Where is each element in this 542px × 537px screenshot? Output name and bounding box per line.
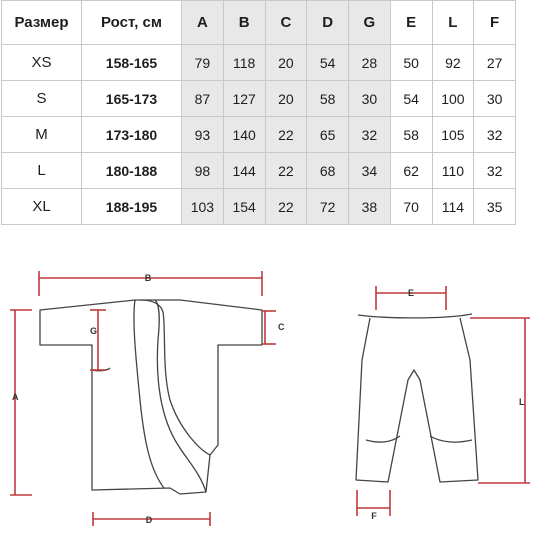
label-a: A	[12, 392, 19, 402]
value-cell: 154	[223, 189, 265, 225]
dimension-c	[262, 311, 285, 344]
label-g: G	[90, 326, 98, 336]
table-header-row	[2, 1, 516, 45]
table-row	[2, 153, 516, 189]
value-cell: 28	[349, 45, 391, 81]
dimension-d	[93, 512, 210, 526]
value-cell: 103	[182, 189, 224, 225]
header-l: L	[432, 1, 474, 45]
size-chart-table	[1, 0, 516, 225]
value-cell: 54	[307, 45, 349, 81]
pants-outline	[356, 314, 478, 482]
height-cell: 188-195	[82, 189, 182, 225]
value-cell: 98	[182, 153, 224, 189]
value-cell: 35	[474, 189, 516, 225]
value-cell: 32	[474, 153, 516, 189]
header-b: B	[223, 1, 265, 45]
value-cell: 92	[432, 45, 474, 81]
size-cell: M	[2, 117, 82, 153]
label-c: C	[278, 322, 285, 332]
header-height: Рост, см	[82, 1, 182, 45]
size-cell: L	[2, 153, 82, 189]
value-cell: 54	[390, 81, 432, 117]
header-size: Размер	[2, 1, 82, 45]
value-cell: 114	[432, 189, 474, 225]
value-cell: 110	[432, 153, 474, 189]
height-cell: 158-165	[82, 45, 182, 81]
value-cell: 32	[474, 117, 516, 153]
value-cell: 58	[307, 81, 349, 117]
value-cell: 118	[223, 45, 265, 81]
value-cell: 22	[265, 189, 307, 225]
measurement-diagram	[0, 258, 542, 537]
dimension-l	[470, 318, 530, 483]
value-cell: 70	[390, 189, 432, 225]
dimension-f	[357, 490, 390, 521]
value-cell: 32	[349, 117, 391, 153]
label-f: F	[371, 511, 377, 521]
jacket-outline	[40, 300, 262, 494]
dimension-b	[39, 271, 262, 296]
label-e: E	[407, 288, 415, 298]
value-cell: 27	[474, 45, 516, 81]
value-cell: 20	[265, 45, 307, 81]
height-cell: 173-180	[82, 117, 182, 153]
value-cell: 144	[223, 153, 265, 189]
table-row	[2, 117, 516, 153]
table-row	[2, 81, 516, 117]
header-e: E	[390, 1, 432, 45]
table-row	[2, 45, 516, 81]
value-cell: 72	[307, 189, 349, 225]
value-cell: 65	[307, 117, 349, 153]
value-cell: 20	[265, 81, 307, 117]
value-cell: 100	[432, 81, 474, 117]
size-cell: XS	[2, 45, 82, 81]
value-cell: 140	[223, 117, 265, 153]
label-d: D	[145, 515, 153, 525]
label-l: L	[519, 397, 525, 407]
table-row	[2, 189, 516, 225]
dimension-e	[376, 286, 446, 310]
value-cell: 30	[349, 81, 391, 117]
label-b: B	[144, 273, 152, 283]
header-f: F	[474, 1, 516, 45]
height-cell: 180-188	[82, 153, 182, 189]
size-cell: XL	[2, 189, 82, 225]
value-cell: 68	[307, 153, 349, 189]
value-cell: 105	[432, 117, 474, 153]
height-cell: 165-173	[82, 81, 182, 117]
value-cell: 30	[474, 81, 516, 117]
header-c: C	[265, 1, 307, 45]
value-cell: 22	[265, 153, 307, 189]
value-cell: 22	[265, 117, 307, 153]
header-a: A	[182, 1, 224, 45]
value-cell: 79	[182, 45, 224, 81]
value-cell: 38	[349, 189, 391, 225]
value-cell: 34	[349, 153, 391, 189]
value-cell: 93	[182, 117, 224, 153]
size-cell: S	[2, 81, 82, 117]
value-cell: 127	[223, 81, 265, 117]
value-cell: 50	[390, 45, 432, 81]
value-cell: 87	[182, 81, 224, 117]
value-cell: 58	[390, 117, 432, 153]
header-d: D	[307, 1, 349, 45]
header-g: G	[349, 1, 391, 45]
dimension-a	[10, 310, 32, 495]
value-cell: 62	[390, 153, 432, 189]
